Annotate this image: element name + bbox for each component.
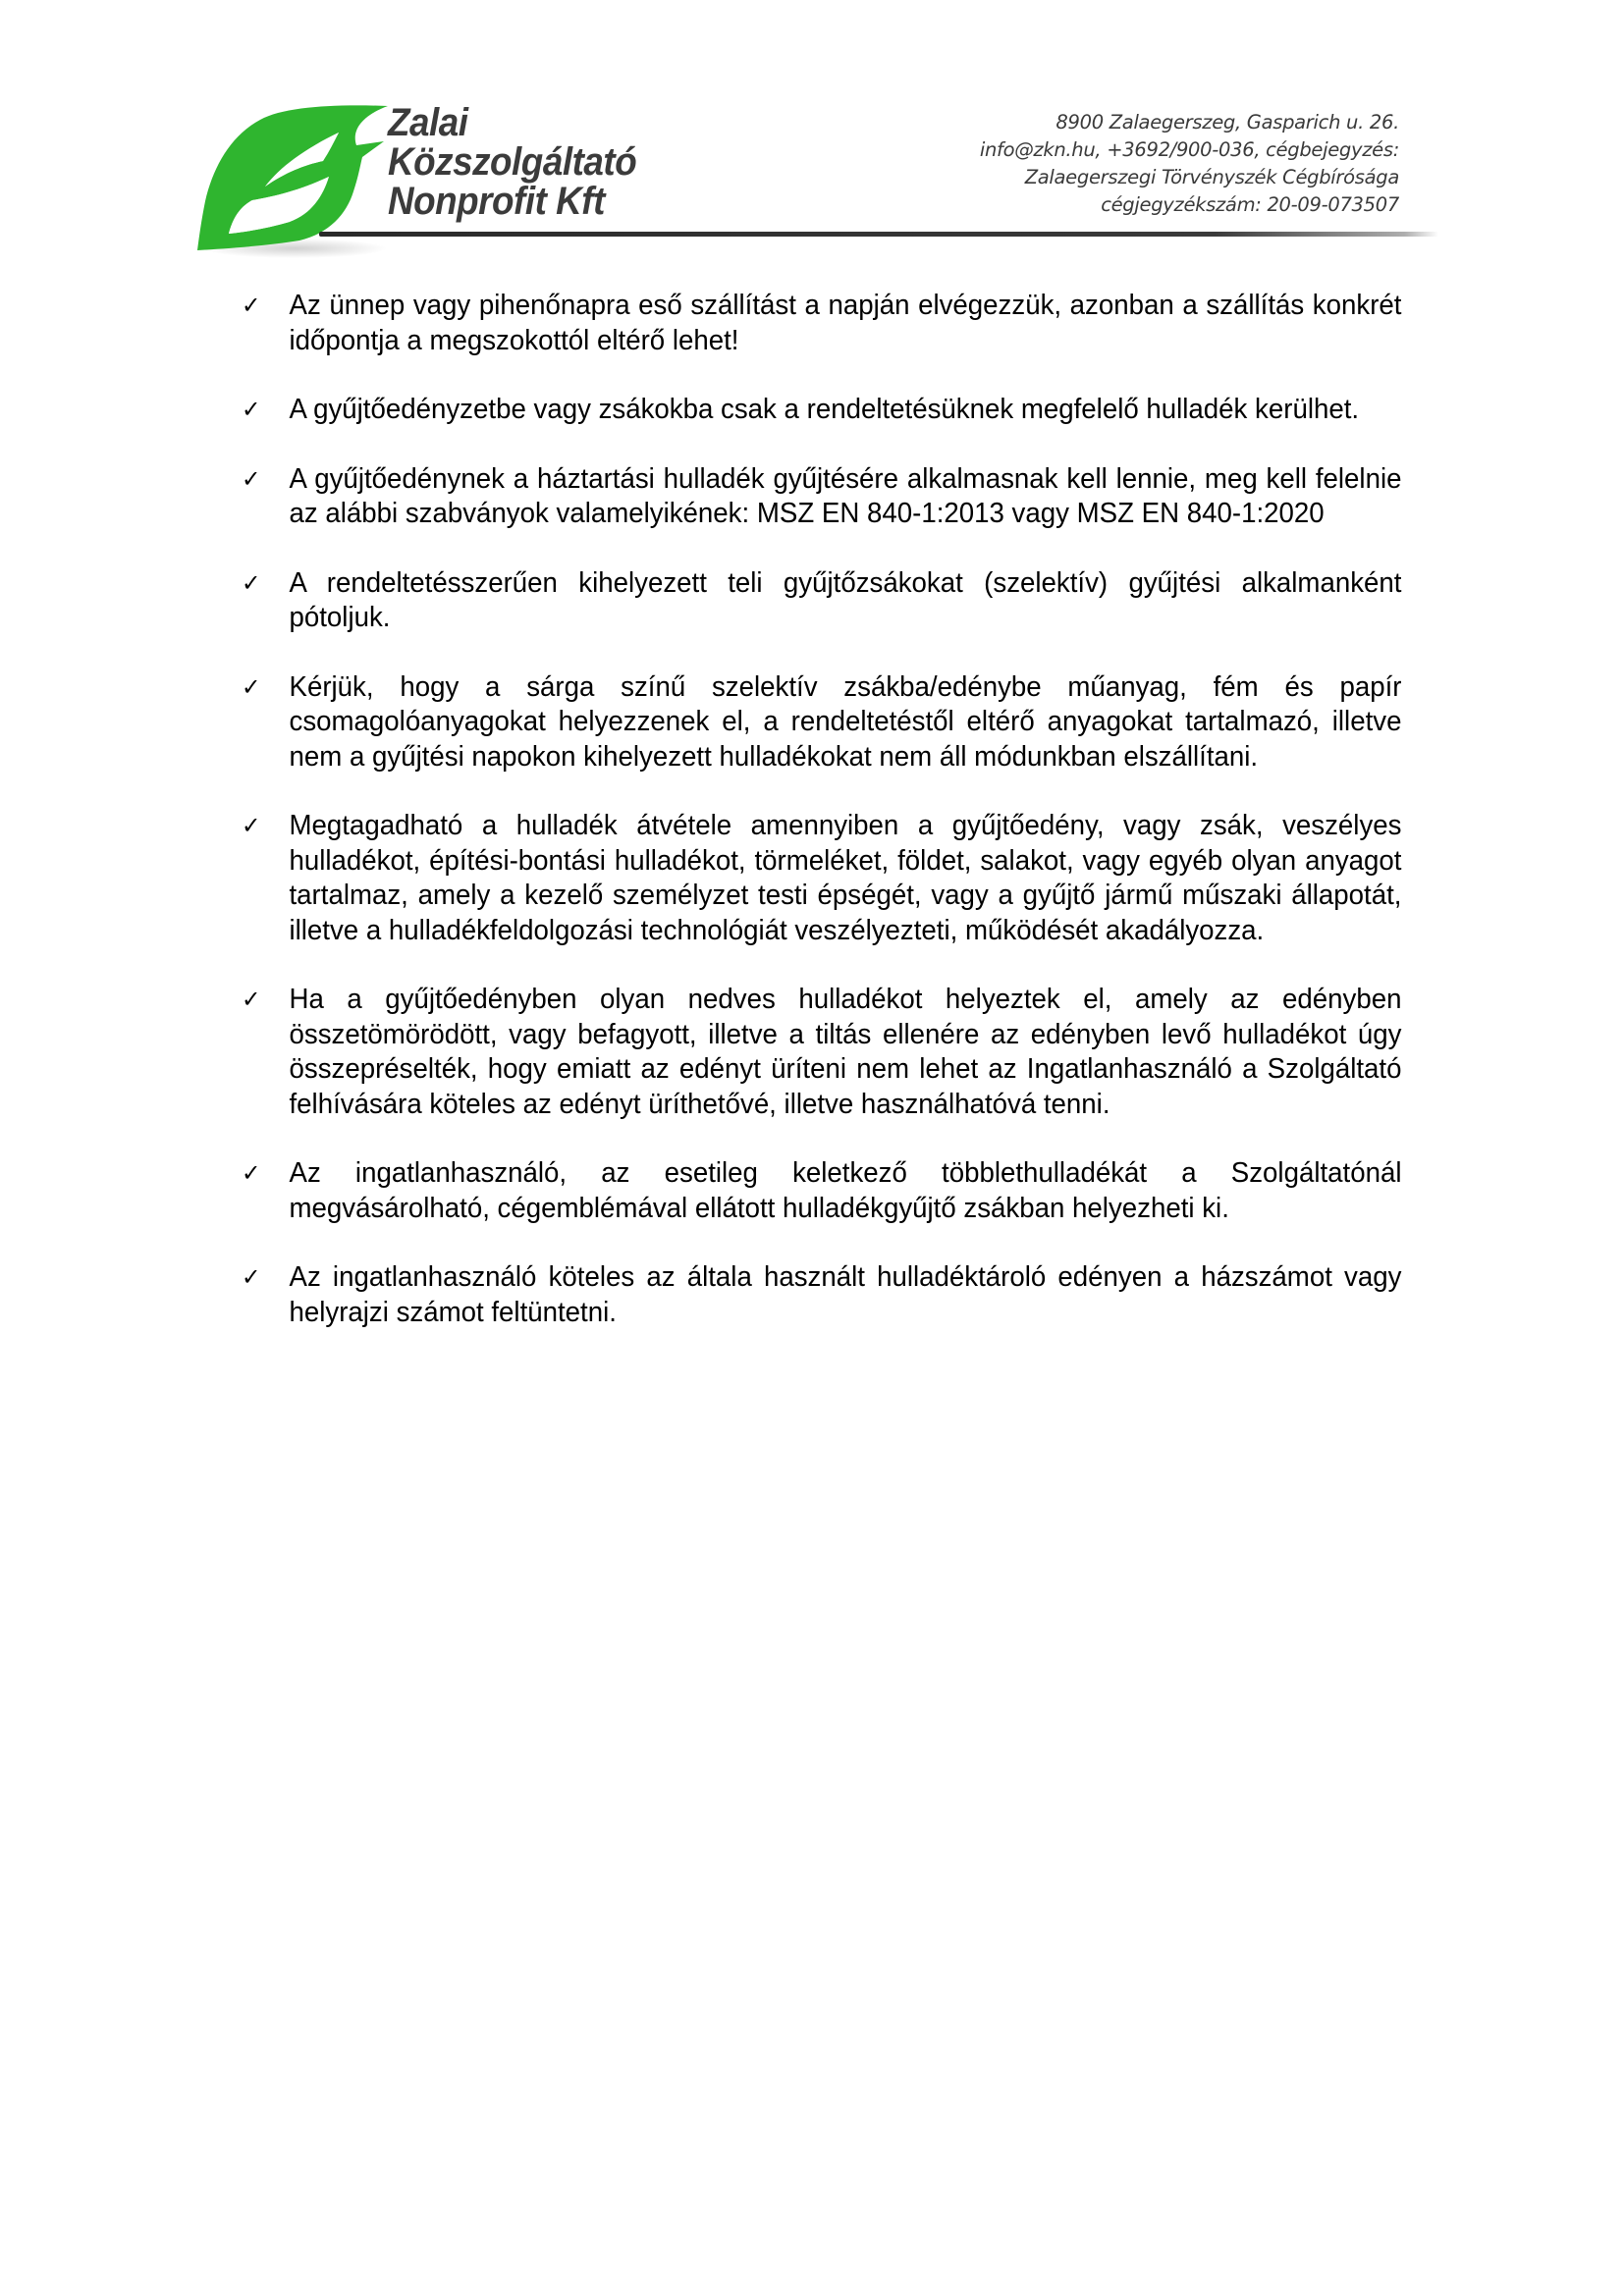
company-name [388,103,636,221]
rule-item [242,809,1401,948]
contact-court: Zalaegerszegi Törvényszék Cégbírósága [1024,166,1399,188]
company-name-line-3: Nonprofit Kft [388,180,605,223]
checkmark-icon: ✓ [242,396,261,423]
rule-item [242,1260,1401,1330]
rule-item [242,393,1401,428]
rule-item [242,1156,1401,1226]
rule-item [242,566,1401,636]
rule-text: Megtagadható a hulladék átvétele amennyiben a gyűjtőedény, vagy zsák, veszélyes hulladékot, építési-bontási hulladékot, törmeléket, földet, salakot, vagy egyéb olyan anyagot tartalmaz, amely a kezelő személyzet testi épségét, vagy a gyűjtő jármű műszaki állapotát, illetve a hulladékfeldolgozási technológiát veszélyezteti, működését akadályozza. [289,810,1402,946]
rule-text: Az ingatlanhasználó, az esetileg keletkező többlethulladékát a Szolgáltatónál megvásárolható, cégemblémával ellátott hulladékgyűjtő zsákban helyezheti ki. [289,1157,1402,1224]
rule-text: Kérjük, hogy a sárga színű szelektív zsákba/edénybe műanyag, fém és papír csomagolóanyagokat helyezzenek el, a rendeltetéstől eltérő anyagokat tartalmazó, illetve nem a gyűjtési napokon kihelyezett hulladékokat nem áll módunkban elszállítani. [289,670,1402,773]
checkmark-icon: ✓ [242,672,261,701]
header-divider [319,232,1438,237]
rule-text: A gyűjtőedényzetbe vagy zsákokba csak a rendeltetésüknek megfelelő hulladék kerülhet. [289,394,1360,425]
company-name-line-1: Zalai [388,101,468,144]
rule-item [242,670,1401,775]
checkmark-icon: ✓ [242,1159,261,1187]
rule-text: Ha a gyűjtőedényben olyan nedves hulladékot helyeztek el, amely az edényben összetömörödött, vagy befagyott, illetve a tiltás ellenére az edényben levő hulladékot úgy összepréselték, hogy emiatt az edényt üríteni nem lehet az Ingatlanhasználó a Szolgáltató felhívására köteles az edényt üríthetővé, illetve használhatóvá tenni. [289,984,1402,1120]
checkmark-icon: ✓ [242,292,261,319]
letterhead [191,93,1438,255]
checkmark-icon: ✓ [242,812,261,839]
company-contact-info [980,109,1399,219]
checkmark-icon: ✓ [242,464,261,493]
checkmark-icon: ✓ [242,568,261,597]
checkmark-icon: ✓ [242,986,261,1013]
rule-text: Az ingatlanhasználó köteles az általa használt hulladéktároló edényen a házszámot vagy helyrajzi számot feltüntetni. [289,1261,1402,1328]
rules-list [242,289,1437,1364]
contact-address: 8900 Zalaegerszeg, Gasparich u. 26. [1056,111,1399,133]
rule-text: A rendeltetésszerűen kihelyezett teli gyűjtőzsákokat (szelektív) gyűjtési alkalmanként pótoljuk. [289,566,1402,633]
checkmark-icon: ✓ [242,1263,261,1291]
rule-text: A gyűjtőedénynek a háztartási hulladék gyűjtésére alkalmasnak kell lennie, meg kell felelnie az alábbi szabványok valamelyikének: MSZ EN 840-1:2013 vagy MSZ EN 840-1:2020 [289,462,1402,529]
company-name-line-2: Közszolgáltató [388,140,637,184]
rule-text: Az ünnep vagy pihenőnapra eső szállítást a napján elvégezzük, azonban a szállítás konkrét időpontja a megszokottól eltérő lehet! [289,290,1402,356]
rule-item [242,983,1401,1122]
contact-registration-number: cégjegyzékszám: 20-09-073507 [1101,193,1399,216]
rule-item [242,289,1401,358]
rule-item [242,462,1401,532]
contact-email-phone: info@zkn.hu, +3692/900-036, cégbejegyzés: [979,138,1399,161]
